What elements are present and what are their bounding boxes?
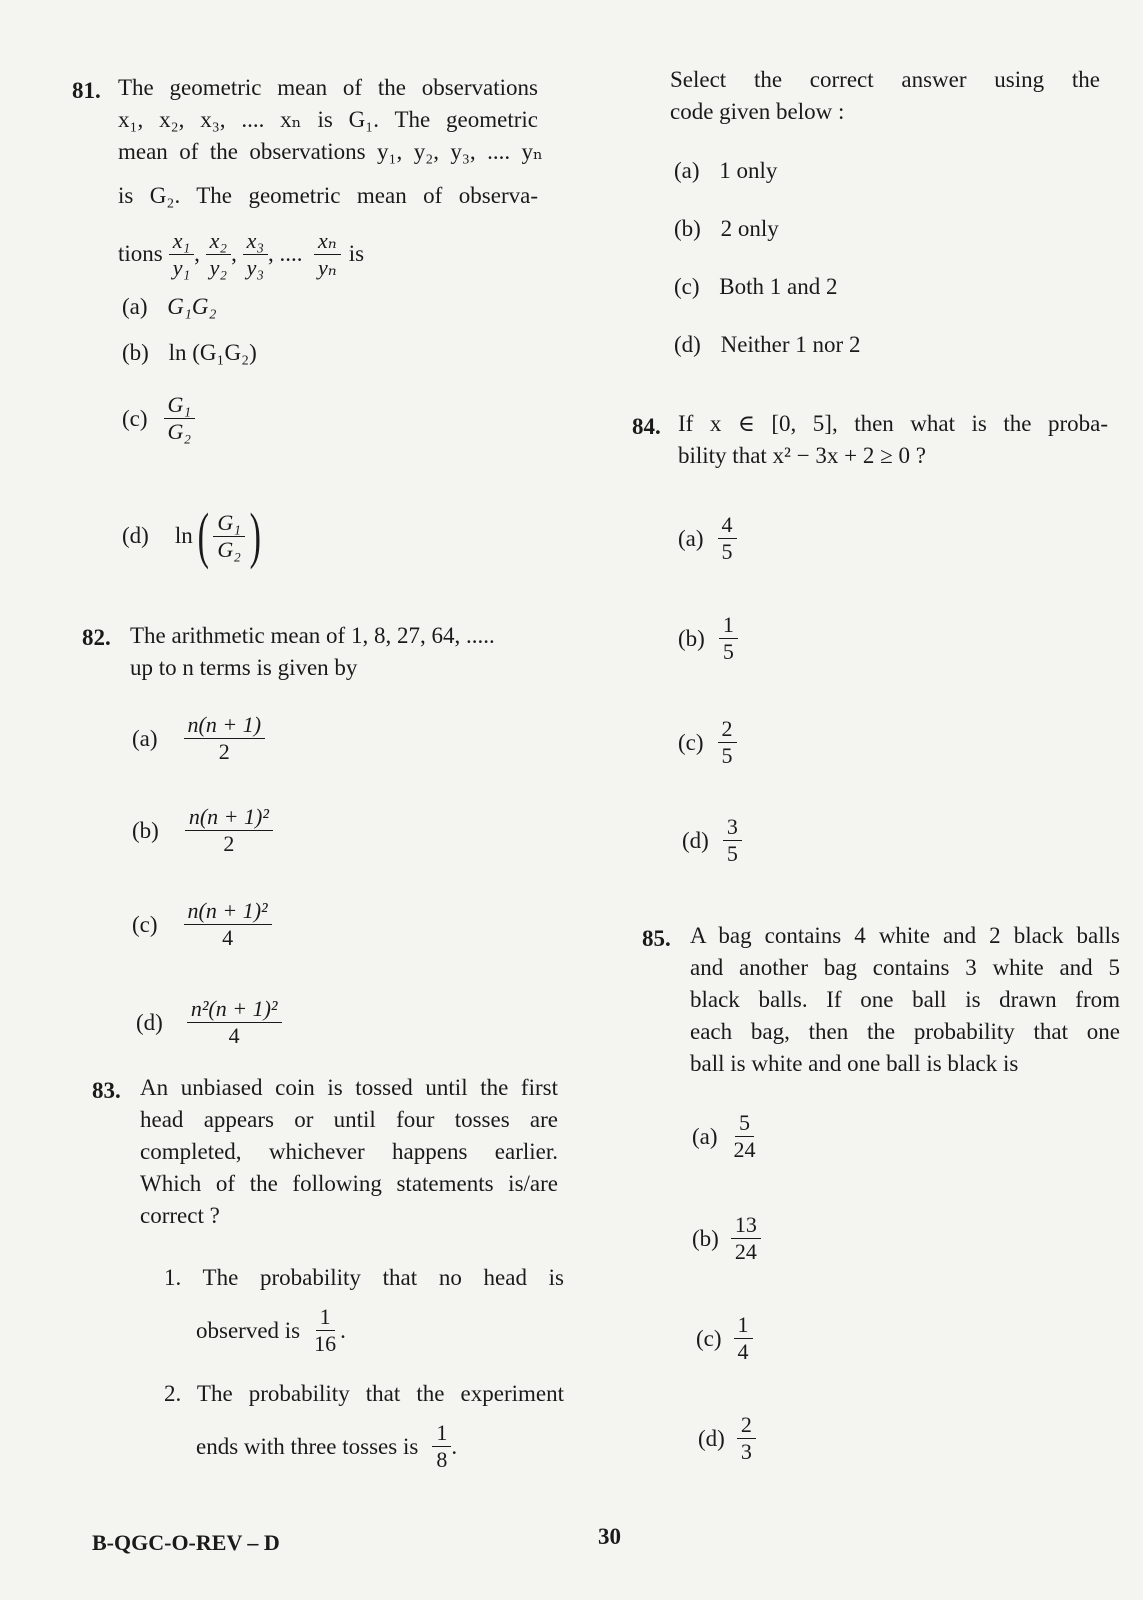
q82-option-b-den: 2: [223, 831, 235, 856]
q82-line2: up to n terms is given by: [130, 655, 358, 680]
q82-option-b: [132, 804, 273, 857]
q83-number: 83.: [92, 1078, 121, 1103]
q81-option-b-text: ln (G₁G₂): [168, 340, 257, 365]
q84-option-a-label: (a): [678, 525, 704, 551]
q81-option-b-label: (b): [122, 340, 149, 365]
page-number: 30: [598, 1524, 621, 1549]
q84-option-b-label: (b): [678, 625, 705, 651]
q81-frac-1: [169, 228, 194, 281]
q81-option-d-lparen: (: [197, 502, 209, 570]
q83-statement2-frac: [432, 1420, 451, 1473]
q82-option-d: [136, 996, 282, 1049]
q83-line5: correct ?: [140, 1203, 220, 1228]
q83-option-b-text: 2 only: [720, 216, 779, 241]
q81-option-d: [122, 502, 266, 570]
q84-line1: If x ∈ [0, 5], then what is the proba-: [678, 411, 1108, 436]
q85-option-c-label: (c): [696, 1325, 722, 1351]
q84-option-b-num: 1: [719, 612, 738, 639]
q82-option-c-frac: [184, 898, 272, 951]
q81-option-d-num: G₁: [213, 510, 245, 537]
q85-option-b-label: (b): [692, 1225, 719, 1251]
q82-option-d-frac: [187, 996, 282, 1049]
q83-option-a-text: 1 only: [719, 158, 778, 183]
q85-option-d-frac: [737, 1412, 756, 1465]
q81-option-b: [122, 340, 257, 366]
q85-line4: each bag, then the probability that one: [690, 1019, 1120, 1044]
q82-option-a-den: 2: [218, 739, 230, 764]
q81-fractions-line: tions $\frac{\text{x₁}}{\text{y₁}}$ , $\frac{\text{x₂}}{\text{y₂}}$ , $\frac{\text{x₃}}{\text{y₃}}$ , .... $\frac{\text{xₙ}}{\text{yₙ}}$ is: [118, 227, 365, 280]
q85-option-b-frac: [731, 1212, 761, 1265]
q85-option-a-den: 24: [733, 1137, 756, 1162]
q82-number: 82.: [82, 625, 111, 650]
q81-line5-post: is: [348, 241, 365, 266]
q83-option-c-label: (c): [674, 274, 700, 299]
q85-option-c: [696, 1312, 753, 1365]
q81-option-c-num: G₁: [164, 392, 196, 419]
q84-option-c-num: 2: [718, 716, 737, 743]
q81-option-a-label: (a): [122, 294, 148, 319]
q81-frac-n-num: xₙ: [314, 228, 341, 255]
q82-option-a-num: n(n + 1): [184, 712, 266, 739]
q83-statement1-num: 1: [316, 1304, 335, 1331]
q83-option-c-text: Both 1 and 2: [719, 274, 838, 299]
q84-option-c-frac: [718, 716, 737, 769]
q83-statement2-line1: 2. The probability that the experiment: [164, 1381, 564, 1406]
q83-statement1-line2: observed is $\frac{1}{16}$ .: [196, 1304, 346, 1356]
q83-statement2-num: 1: [432, 1420, 451, 1447]
q81-frac-2-num: x₂: [206, 228, 231, 255]
q81-frac-3-den: y₃: [246, 254, 264, 280]
q84-option-b: [678, 612, 738, 665]
q83-option-d-text: Neither 1 nor 2: [720, 332, 861, 357]
q81-option-c-label: (c): [122, 405, 148, 431]
q83-option-b-label: (b): [674, 216, 701, 241]
q81-option-d-frac: [213, 510, 245, 563]
q83-statement1-den: 16: [314, 1331, 337, 1356]
q84-option-c: [678, 716, 737, 769]
q82-option-d-label: (d): [136, 1009, 163, 1035]
q85-option-c-frac: [734, 1312, 753, 1365]
q83-option-d: [674, 332, 860, 358]
q81-option-c: [122, 392, 195, 445]
q81-frac-1-den: y₁: [172, 254, 191, 280]
q84-option-a: [678, 512, 737, 565]
q85-option-b-den: 24: [734, 1239, 757, 1264]
q84-option-d-frac: [723, 814, 742, 867]
q85-number: 85.: [642, 926, 671, 951]
q83-option-d-label: (d): [674, 332, 701, 357]
q83-select-line1: Select the correct answer using the: [670, 67, 1100, 92]
q82-option-c: [132, 898, 272, 951]
q84-option-d-label: (d): [682, 827, 709, 853]
q85-option-a: [692, 1110, 760, 1163]
q83-option-b: [674, 216, 779, 242]
q82-line1: The arithmetic mean of 1, 8, 27, 64, .....: [130, 623, 495, 648]
q83-statement2-line2: ends with three tosses is $\frac{1}{8}$ .: [196, 1420, 458, 1472]
q85-option-c-den: 4: [737, 1339, 749, 1364]
q84-option-b-den: 5: [722, 639, 734, 664]
q83-statement1-text: observed is: [196, 1317, 301, 1343]
q85-line5: ball is white and one ball is black is: [690, 1051, 1019, 1076]
q85-option-d-num: 2: [737, 1412, 756, 1439]
q81-option-d-rparen: ): [249, 502, 261, 570]
q81-frac-2-den: y₂: [209, 254, 228, 280]
q81-frac-3-num: x₃: [243, 228, 268, 255]
q82-option-d-den: 4: [228, 1023, 240, 1048]
q85-line1: A bag contains 4 white and 2 black balls: [690, 923, 1120, 948]
q85-line2: and another bag contains 3 white and 5: [690, 955, 1120, 980]
q84-option-a-den: 5: [721, 539, 733, 564]
q85-option-a-num: 5: [735, 1110, 754, 1137]
q81-option-d-den: G₂: [217, 536, 241, 562]
q82-option-a-label: (a): [132, 725, 158, 751]
q81-line1: The geometric mean of the observations: [118, 75, 538, 100]
q85-option-d-den: 3: [740, 1439, 752, 1464]
q81-frac-3: [243, 228, 268, 281]
q83-option-a: [674, 158, 777, 184]
q83-statement2-den: 8: [436, 1447, 448, 1472]
q85-option-b: [692, 1212, 761, 1265]
q84-option-a-num: 4: [718, 512, 737, 539]
q85-option-c-num: 1: [734, 1312, 753, 1339]
q82-option-d-num: n²(n + 1)²: [187, 996, 282, 1023]
q85-option-a-label: (a): [692, 1123, 718, 1149]
q82-option-c-num: n(n + 1)²: [184, 898, 272, 925]
q85-line3: black balls. If one ball is drawn from: [690, 987, 1120, 1012]
q82-option-a: [132, 712, 265, 765]
q83-option-a-label: (a): [674, 158, 700, 183]
q81-frac-2: [206, 228, 231, 281]
q81-option-a-text: G₁G₂: [167, 294, 217, 319]
q84-option-a-frac: [718, 512, 737, 565]
q83-statement1-line1: 1. The probability that no head is: [164, 1265, 564, 1290]
q83-line3: completed, whichever happens earlier.: [140, 1139, 558, 1164]
q81-frac-1-num: x₁: [169, 228, 194, 255]
q84-option-d-den: 5: [726, 841, 738, 866]
q81-line4: is G₂. The geometric mean of observa-: [118, 183, 538, 208]
q82-option-b-num: n(n + 1)²: [185, 804, 273, 831]
q83-select-line2: code given below :: [670, 99, 845, 124]
q82-option-b-frac: [185, 804, 273, 857]
q81-option-c-den: G₂: [167, 419, 192, 444]
q81-option-d-ln: ln: [174, 523, 193, 548]
q82-option-b-label: (b): [132, 817, 159, 843]
q81-frac-n: [314, 228, 341, 281]
q83-option-c: [674, 274, 837, 300]
q83-line2: head appears or until four tosses are: [140, 1107, 558, 1132]
q83-line1: An unbiased coin is tossed until the first: [140, 1075, 558, 1100]
q83-statement2-text: ends with three tosses is: [196, 1433, 419, 1459]
q84-option-c-den: 5: [721, 743, 733, 768]
q81-option-c-frac: [164, 392, 196, 445]
q82-option-c-label: (c): [132, 911, 158, 937]
q81-line3: mean of the observations y₁, y₂, y₃, .... yₙ: [118, 139, 543, 164]
q84-line2: bility that x² − 3x + 2 ≥ 0 ?: [678, 443, 926, 468]
q85-option-b-num: 13: [731, 1212, 761, 1239]
q81-option-a: [122, 294, 217, 320]
q84-option-d: [682, 814, 742, 867]
q82-option-a-frac: [184, 712, 266, 765]
q82-option-c-den: 4: [222, 925, 234, 950]
q81-line2: x₁, x₂, x₃, .... xₙ is G₁. The geometric: [118, 107, 538, 132]
q81-frac-n-den: yₙ: [318, 254, 337, 280]
q81-number: 81.: [72, 78, 101, 103]
q84-number: 84.: [632, 414, 661, 439]
q81-line5-pre: tions: [118, 241, 163, 266]
q84-option-c-label: (c): [678, 729, 704, 755]
q85-option-d: [698, 1412, 756, 1465]
q83-statement1-frac: [310, 1304, 340, 1357]
q84-option-d-num: 3: [723, 814, 742, 841]
q81-option-d-label: (d): [122, 523, 149, 548]
footer-booklet-code: B-QGC-O-REV – D: [92, 1530, 280, 1555]
q84-option-b-frac: [719, 612, 738, 665]
q83-line4: Which of the following statements is/are: [140, 1171, 558, 1196]
q85-option-d-label: (d): [698, 1425, 725, 1451]
q85-option-a-frac: [730, 1110, 760, 1163]
